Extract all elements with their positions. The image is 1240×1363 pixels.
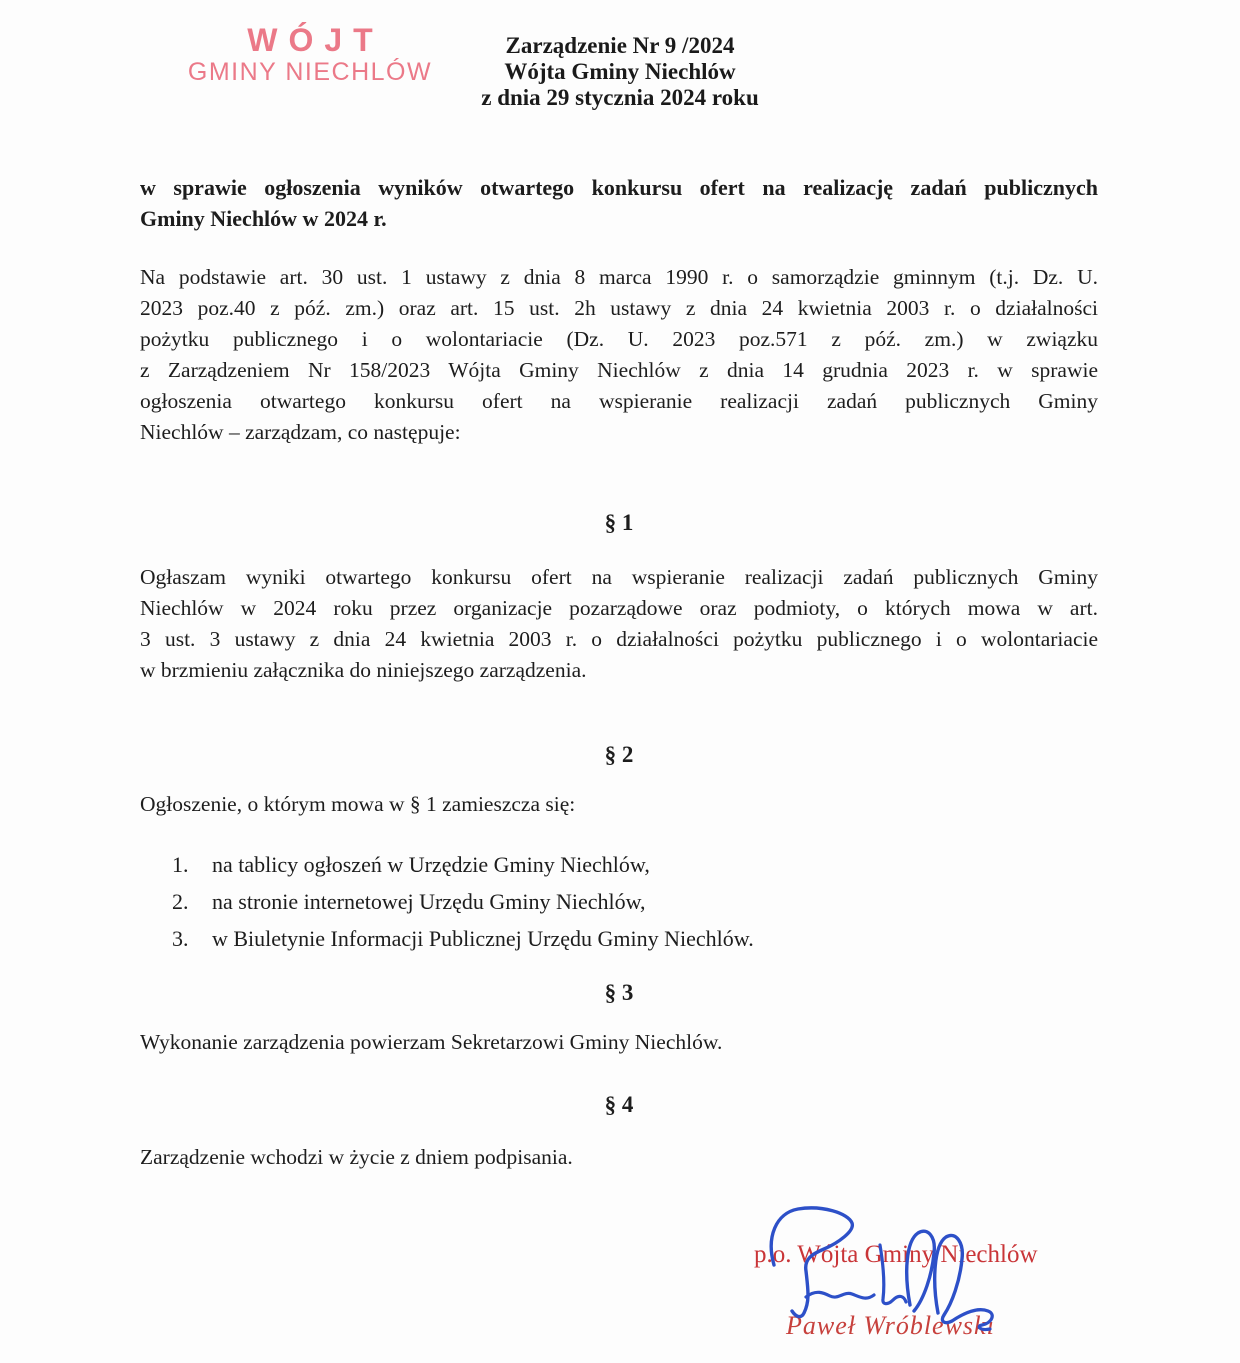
title-line-number: Zarządzenie Nr 9 /2024	[505, 33, 735, 58]
list-item	[172, 924, 1072, 953]
title-line-date: z dnia 29 stycznia 2024 roku	[481, 85, 759, 110]
document-title	[370, 33, 870, 111]
stamp-line-gmina: GMINY NIECHLÓW	[187, 58, 433, 86]
preamble-line: 2023 poz.40 z póź. zm.) oraz art. 15 ust. 2h ustawy z dnia 24 kwietnia 2003 r. o działalności	[140, 296, 1098, 320]
signature-block	[740, 1195, 1040, 1360]
subject-line-1: w sprawie ogłoszenia wyników otwartego konkursu ofert na realizację zadań publicznych	[140, 175, 1098, 200]
list-item-text: w Biuletynie Informacji Publicznej Urzędu Gminy Niechlów.	[212, 926, 754, 951]
list-item-text: na stronie internetowej Urzędu Gminy Niechlów,	[212, 889, 646, 914]
section-1-heading: § 1	[604, 510, 634, 535]
list-item-number: 2.	[172, 889, 189, 914]
preamble-line: ogłoszenia otwartego konkursu ofert na wspieranie realizacji zadań publicznych Gminy	[140, 389, 1098, 413]
section-3-heading: § 3	[604, 980, 634, 1005]
legal-preamble	[140, 262, 1098, 448]
section-1-line: w brzmieniu załącznika do niniejszego zarządzenia.	[140, 658, 587, 682]
preamble-line: Niechlów – zarządzam, co następuje:	[140, 420, 461, 444]
list-item-text: na tablicy ogłoszeń w Urzędzie Gminy Niechlów,	[212, 852, 650, 877]
signature-stamp-name: Paweł Wróblewski	[786, 1311, 995, 1340]
section-4-text: Zarządzenie wchodzi w życie z dniem podpisania.	[140, 1145, 573, 1169]
stamp-line-wojt: WÓJT	[247, 22, 384, 58]
preamble-line: Na podstawie art. 30 ust. 1 ustawy z dnia 8 marca 1990 r. o samorządzie gminnym (t.j. Dz. U.	[140, 265, 1098, 289]
document-subject	[140, 172, 1098, 234]
title-line-issuer: Wójta Gminy Niechlów	[504, 59, 736, 84]
section-1-line: Ogłaszam wyniki otwartego konkursu ofert na wspieranie realizacji zadań publicznych Gminy	[140, 565, 1098, 589]
subject-line-2: Gminy Niechlów w 2024 r.	[140, 206, 387, 231]
list-item-number: 1.	[172, 852, 189, 877]
preamble-line: z Zarządzeniem Nr 158/2023 Wójta Gminy Niechlów z dnia 14 grudnia 2023 r. w sprawie	[140, 358, 1098, 382]
list-item	[172, 887, 1072, 916]
section-2-heading: § 2	[604, 742, 634, 767]
section-3-text: Wykonanie zarządzenia powierzam Sekretarzowi Gminy Niechlów.	[140, 1030, 723, 1054]
list-item-number: 3.	[172, 926, 189, 951]
section-1-line: 3 ust. 3 ustawy z dnia 24 kwietnia 2003 r. o działalności pożytku publicznego i o wolontariacie	[140, 627, 1098, 651]
section-1-body	[140, 562, 1098, 686]
section-1-line: Niechlów w 2024 roku przez organizacje pozarządowe oraz podmioty, o których mowa w art.	[140, 596, 1098, 620]
section-4-heading: § 4	[604, 1092, 634, 1117]
list-item	[172, 850, 1072, 879]
preamble-line: pożytku publicznego i o wolontariacie (Dz. U. 2023 poz.571 z póź. zm.) w związku	[140, 327, 1098, 351]
section-2-list	[172, 850, 1072, 961]
section-2-intro: Ogłoszenie, o którym mowa w § 1 zamieszcza się:	[140, 792, 576, 816]
signature-stamp-title: p.o. Wójta Gminy Niechlów	[754, 1241, 1038, 1268]
